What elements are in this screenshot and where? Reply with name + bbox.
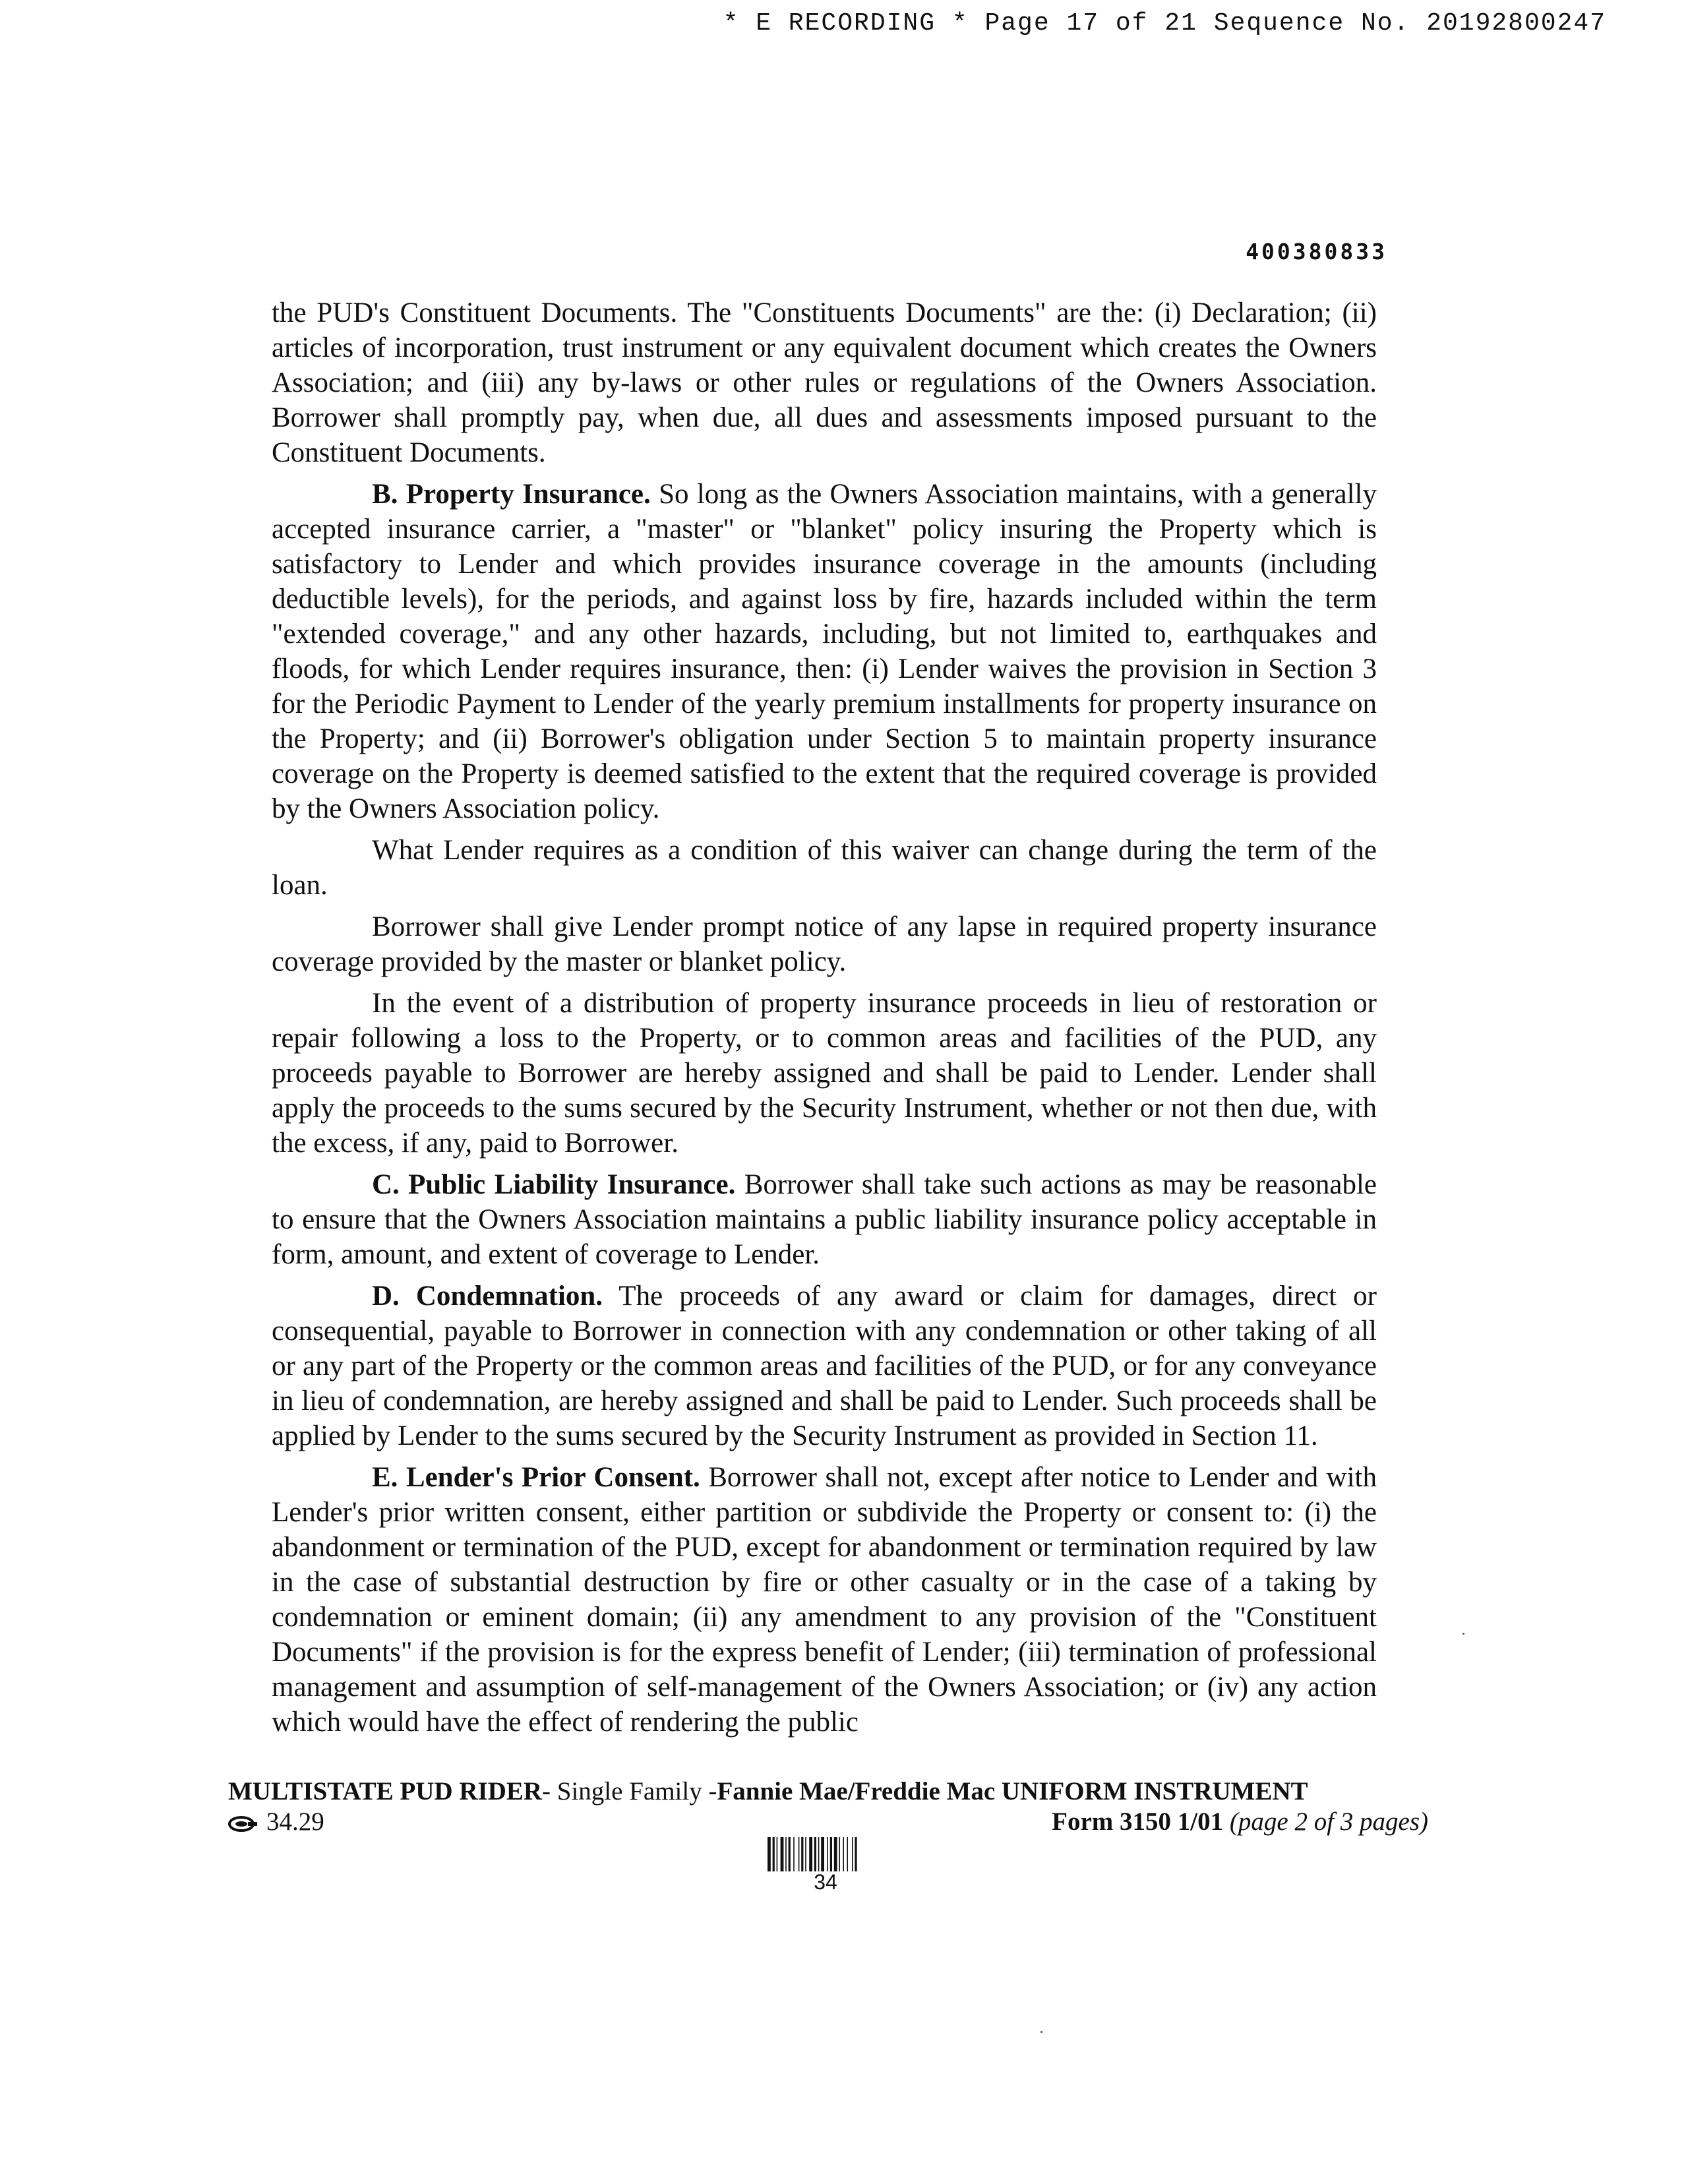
recording-stamp: * E RECORDING * Page 17 of 21 Sequence No. 20192800247 bbox=[723, 9, 1606, 38]
section-c-heading: C. Public Liability Insurance. bbox=[372, 1169, 736, 1200]
barcode-bar bbox=[777, 1837, 778, 1871]
paragraph-lapse-notice: Borrower shall give Lender prompt notice of any lapse in required property insurance coverage provided by the master or blanket policy. bbox=[272, 911, 1377, 977]
barcode-bar bbox=[805, 1837, 806, 1871]
barcode-bar bbox=[843, 1837, 844, 1871]
barcode-bar bbox=[814, 1837, 816, 1871]
barcode-bar bbox=[809, 1837, 812, 1871]
section-d-condemnation bbox=[272, 1279, 1377, 1453]
paragraph-waiver: What Lender requires as a condition of this waiver can change during the term of the loan. bbox=[272, 835, 1377, 901]
section-d-heading: D. Condemnation. bbox=[372, 1281, 603, 1312]
barcode-bar bbox=[818, 1837, 820, 1871]
barcode-bar bbox=[799, 1837, 800, 1871]
section-c-text: Borrower shall take such actions as may be reasonable to ensure that the Owners Association maintains a public liability insurance policy acceptable in form, amount, and extent of coverage to Lender. bbox=[272, 1169, 1377, 1270]
section-d-text: The proceeds of any award or claim for damages, direct or consequential, payable to Borrower in connection with any condemnation or other taking of all or any part of the Property or the common areas and facilities of the PUD, or for any conveyance in lieu of condemnation, are hereby assigned and shall be paid to Lender. Such proceeds shall be applied by Lender to the sums secured by the Security Instrument as provided in Section 11. bbox=[272, 1281, 1377, 1451]
section-b-heading: B. Property Insurance. bbox=[372, 479, 651, 510]
barcode-bar bbox=[834, 1837, 837, 1871]
barcode-bar bbox=[781, 1837, 784, 1871]
footer-rider-title: MULTISTATE PUD RIDER bbox=[228, 1777, 543, 1805]
document-body bbox=[272, 295, 1377, 1746]
barcode-bar bbox=[847, 1837, 848, 1871]
section-e-prior-consent bbox=[272, 1460, 1377, 1740]
page-label: (page 2 of 3 pages) bbox=[1229, 1807, 1428, 1836]
barcode bbox=[768, 1837, 884, 1875]
footer-form-id bbox=[1052, 1807, 1428, 1836]
loan-number: 400380833 bbox=[1246, 239, 1387, 264]
barcode-bar bbox=[768, 1837, 771, 1871]
barcode-bar bbox=[821, 1837, 824, 1871]
barcode-bar bbox=[855, 1837, 857, 1871]
section-b-text: So long as the Owners Association maintains, with a generally accepted insurance carrier, a "master" or "blanket" policy insuring the Property which is satisfactory to Lender and which provides insurance coverage in the amounts (including deductible levels), for the periods, and against loss by fire, hazards included within the term "extended coverage," and any other hazards, including, but not limited to, earthquakes and floods, for which Lender requires insurance, then: (i) Lender waives the provision in Section 3 for the Periodic Payment to Lender of the yearly premium installments for property insurance on the Property; and (ii) Borrower's obligation under Section 5 to maintain property insurance coverage on the Property is deemed satisfied to the extent that the required coverage is provided by the Owners Association policy. bbox=[272, 479, 1377, 824]
form-code-number: 34.29 bbox=[266, 1807, 324, 1836]
barcode-bar bbox=[801, 1837, 803, 1871]
scan-speck bbox=[1040, 2031, 1042, 2033]
footer-form-code bbox=[228, 1807, 324, 1839]
barcode-number: 34 bbox=[814, 1870, 837, 1894]
barcode-bar bbox=[773, 1837, 775, 1871]
vmp-logo-icon bbox=[228, 1809, 257, 1839]
section-e-heading: E. Lender's Prior Consent. bbox=[372, 1462, 700, 1493]
footer-form-line bbox=[228, 1807, 1428, 1840]
paragraph-constituent-documents: the PUD's Constituent Documents. The "Constituents Documents" are the: (i) Declaration; (ii) articles of incorporation, trust instrument or any equivalent document which creates the Owners Association; and (iii) any by-laws or other rules or regulations of the Owners Association. Borrower shall promptly pay, when due, all dues and assessments imposed pursuant to the Constituent Documents. bbox=[272, 297, 1377, 468]
barcode-bar bbox=[793, 1837, 795, 1871]
footer-rider-agency: Fannie Mae/Freddie Mac UNIFORM INSTRUMENT bbox=[717, 1777, 1308, 1805]
section-e-text: Borrower shall not, except after notice to Lender and with Lender's prior written consent, either partition or subdivide the Property or consent to: (i) the abandonment or termination of the PUD, except for abandonment or termination required by law in the case of substantial destruction by fire or other casualty or in the case of a taking by condemnation or eminent domain; (ii) any amendment to any provision of the "Constituent Documents" if the provision is for the express benefit of Lender; (iii) termination of professional management and assumption of self-management of the Owners Association; or (iv) any action which would have the effect of rendering the public bbox=[272, 1462, 1377, 1738]
barcode-bar bbox=[785, 1837, 787, 1871]
paragraph-distribution: In the event of a distribution of property insurance proceeds in lieu of restoration or repair following a loss to the Property, or to common areas and facilities of the PUD, any proceeds payable to Borrower are hereby assigned and shall be paid to Lender. Lender shall apply the proceeds to the sums secured by the Security Instrument, whether or not then due, with the excess, if any, paid to Borrower. bbox=[272, 988, 1377, 1159]
scan-speck bbox=[1462, 1633, 1464, 1635]
section-b-property-insurance bbox=[272, 477, 1377, 826]
barcode-bar bbox=[827, 1837, 828, 1871]
barcode-bar bbox=[789, 1837, 791, 1871]
barcode-bar bbox=[830, 1837, 832, 1871]
section-c-public-liability bbox=[272, 1167, 1377, 1272]
barcode-bar bbox=[839, 1837, 840, 1871]
footer-rider-line bbox=[228, 1776, 1389, 1806]
footer-rider-dash: - Single Family - bbox=[542, 1777, 717, 1805]
barcode-bar bbox=[852, 1837, 853, 1871]
form-label: Form 3150 1/01 bbox=[1052, 1807, 1224, 1836]
